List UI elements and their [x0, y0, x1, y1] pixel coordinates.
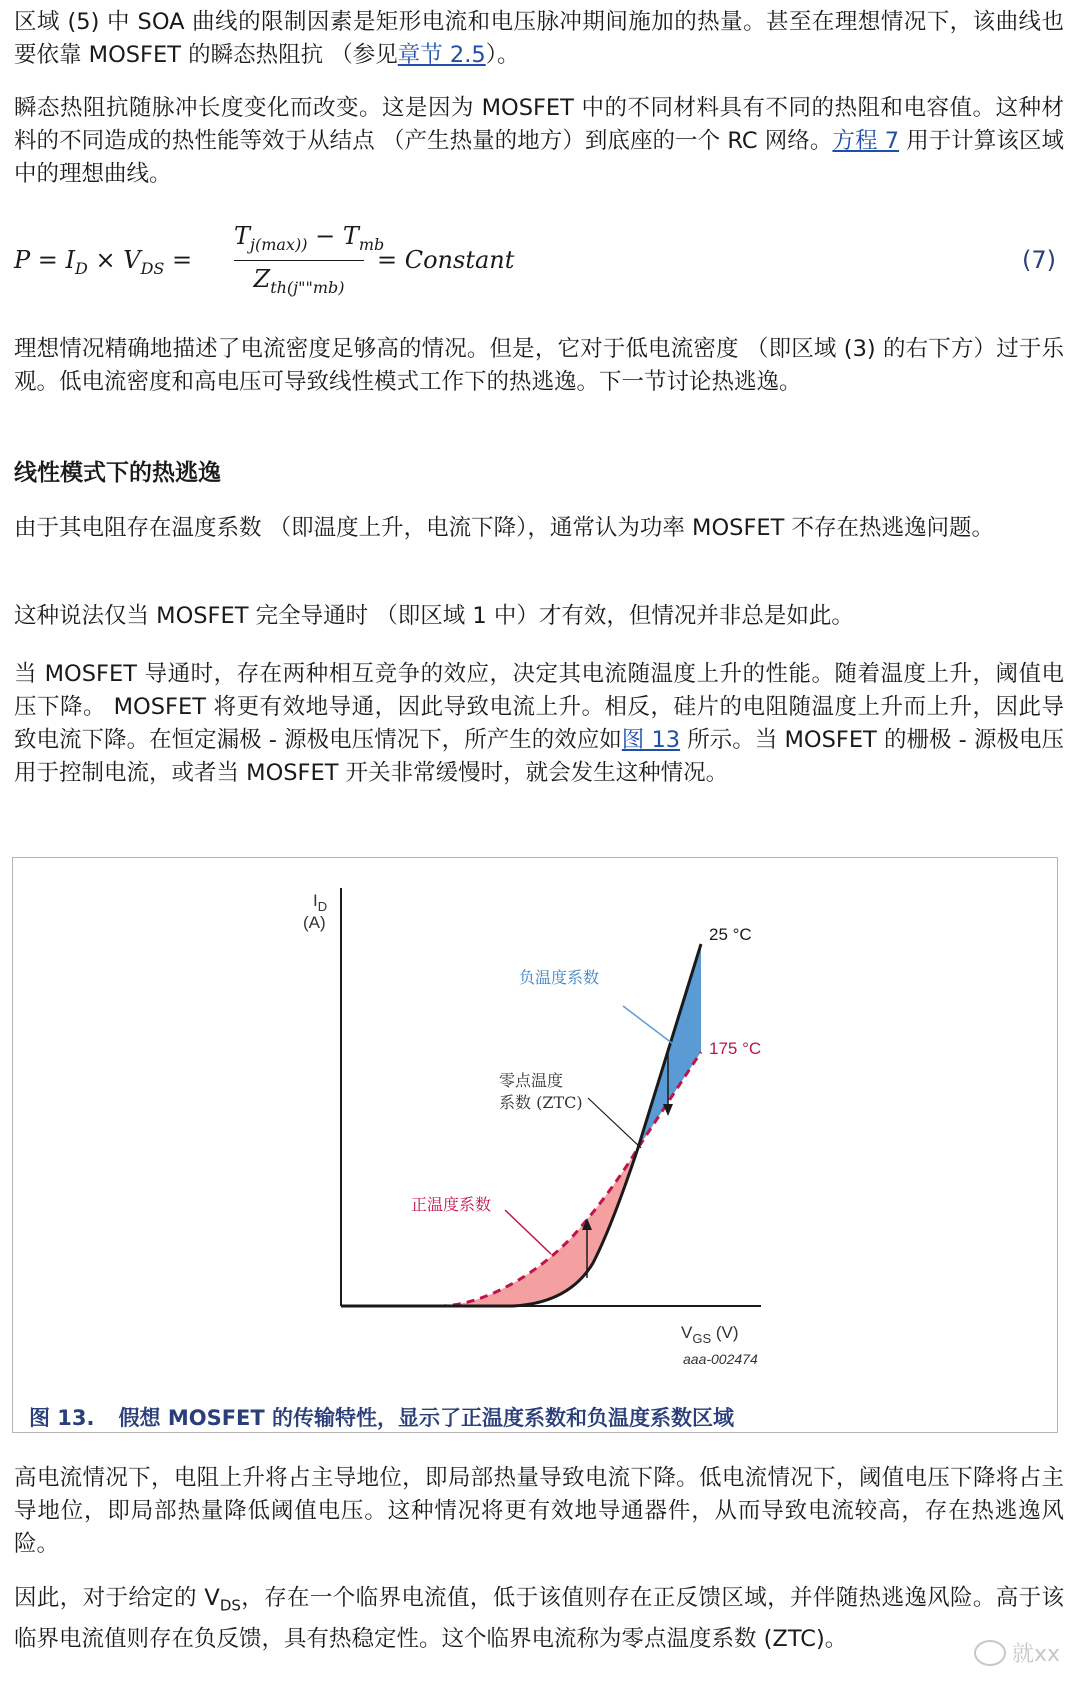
equation-fraction: [234, 222, 385, 297]
paragraph-text: 当 MOSFET 导通时，存在两种相互竞争的效应，决定其电流随温度上升的性能。随着温度上升，阈值电压下降。 MOSFET 将更有效地导通，因此导致电流上升。相反，硅片的电阻随温度上升而上升，因此导致电流下降。在恒定漏极 - 源极电压情况下，所产生的效应如: [14, 661, 1064, 753]
y-axis-label: $I_D$: [313, 891, 328, 914]
figure-caption: [29, 1402, 734, 1432]
section-heading-thermal-runaway: 线性模式下的热逃逸: [14, 460, 221, 486]
label-175c: 175 °C: [709, 1039, 762, 1058]
paragraph-fully-on: 这种说法仅当 MOSFET 完全导通时 （即区域 1 中）才有效，但情况并非总是如此。: [14, 603, 854, 629]
figure-id: aaa-002474: [683, 1351, 758, 1367]
paragraph-ideal-case: 理想情况精确地描述了电流密度足够高的情况。但是，它对于低电流密度 （即区域 (3) 的右下方）过于乐观。低电流密度和高电压可导致线性模式工作下的热逃逸。下一节讨论热逃逸。: [14, 336, 1064, 395]
link-figure-13[interactable]: 图 13: [621, 727, 681, 753]
equation-lhs: $P = I_D \times V_{DS}$ =: [14, 246, 193, 278]
caption-number: 图 13.: [29, 1406, 95, 1430]
paragraph-competing-effects: [14, 658, 1064, 790]
watermark: [974, 1637, 1060, 1668]
transfer-characteristic-diagram: [13, 858, 1057, 1432]
subscript-ds: DS: [219, 1596, 241, 1615]
equation-denominator: $Z_{th(j""mb)}$: [253, 264, 345, 297]
watermark-text: 就xx: [1011, 1642, 1060, 1667]
label-25c: 25 °C: [709, 925, 752, 944]
paragraph-text: 因此，对于给定的 V: [14, 1585, 220, 1611]
figure-13: [12, 857, 1058, 1433]
label-ztc-line2: 系数 (ZTC): [499, 1093, 583, 1112]
paragraph-text: 区域 (5) 中 SOA 曲线的限制因素是矩形电流和电压脉冲期间施加的热量。甚至在理想情况下，该曲线也要依靠 MOSFET 的瞬态热阻抗 （参见: [14, 9, 1064, 68]
caption-text: 假想 MOSFET 的传输特性，显示了正温度系数和负温度系数区域: [118, 1406, 735, 1430]
equation-7: [14, 222, 1064, 302]
equation-number: (7): [1022, 246, 1056, 274]
y-axis-unit: (A): [303, 913, 326, 932]
paragraph-text: 瞬态热阻抗随脉冲长度变化而改变。这是因为 MOSFET 中的不同材料具有不同的热阻和电容值。这种材料的不同造成的热性能等效于从结点 （产生热量的地方）到底座的一个 RC 网络。: [14, 95, 1064, 154]
wechat-icon: [974, 1640, 1006, 1666]
paragraph-transient-impedance: [14, 92, 1064, 191]
paragraph-soa-region5: [14, 6, 1064, 72]
equation-numerator: $T_{j(max))} - T_{mb}$: [234, 222, 364, 261]
leader-negative-tc: [623, 1006, 681, 1050]
x-axis-label: $V_{GS}$ (V): [681, 1323, 739, 1346]
paragraph-text: ）。: [485, 42, 520, 68]
paragraph-text: ，存在一个临界电流值，低于该值则存在正反馈区域，并伴随热逃逸风险。高于该临界电流值则存在负反馈，具有热稳定性。这个临界电流称为零点温度系数 (ZTC)。: [14, 1585, 1064, 1652]
leader-ztc: [588, 1098, 641, 1148]
link-equation-7[interactable]: 方程 7: [832, 128, 900, 154]
paragraph-critical-current: [14, 1582, 1064, 1656]
paragraph-temperature-coefficient: 由于其电阻存在温度系数 （即温度上升，电流下降），通常认为功率 MOSFET 不存在热逃逸问题。: [14, 515, 995, 541]
label-ztc-line1: 零点温度: [499, 1071, 564, 1090]
link-section-2-5[interactable]: 章节 2.5: [397, 42, 486, 68]
leader-positive-tc: [505, 1210, 551, 1254]
curve-175c: [341, 1052, 701, 1306]
paragraph-text: 所示。当 MOSFET 的栅极 - 源极电压用于控制电流，或者当 MOSFET 开关非常缓慢时，就会发生这种情况。: [14, 727, 1064, 786]
label-positive-tc: 正温度系数: [411, 1195, 492, 1214]
paragraph-text: 用于计算该区域中的理想曲线。: [14, 128, 1064, 187]
equation-rhs: = Constant: [377, 246, 515, 274]
paragraph-high-low-current: 高电流情况下，电阻上升将占主导地位，即局部热量导致电流下降。低电流情况下，阈值电压下降将占主导地位，即局部热量降低阈值电压。这种情况将更有效地导通器件，从而导致电流较高，存在热逃逸风险。: [14, 1465, 1064, 1557]
label-negative-tc: 负温度系数: [519, 968, 600, 987]
